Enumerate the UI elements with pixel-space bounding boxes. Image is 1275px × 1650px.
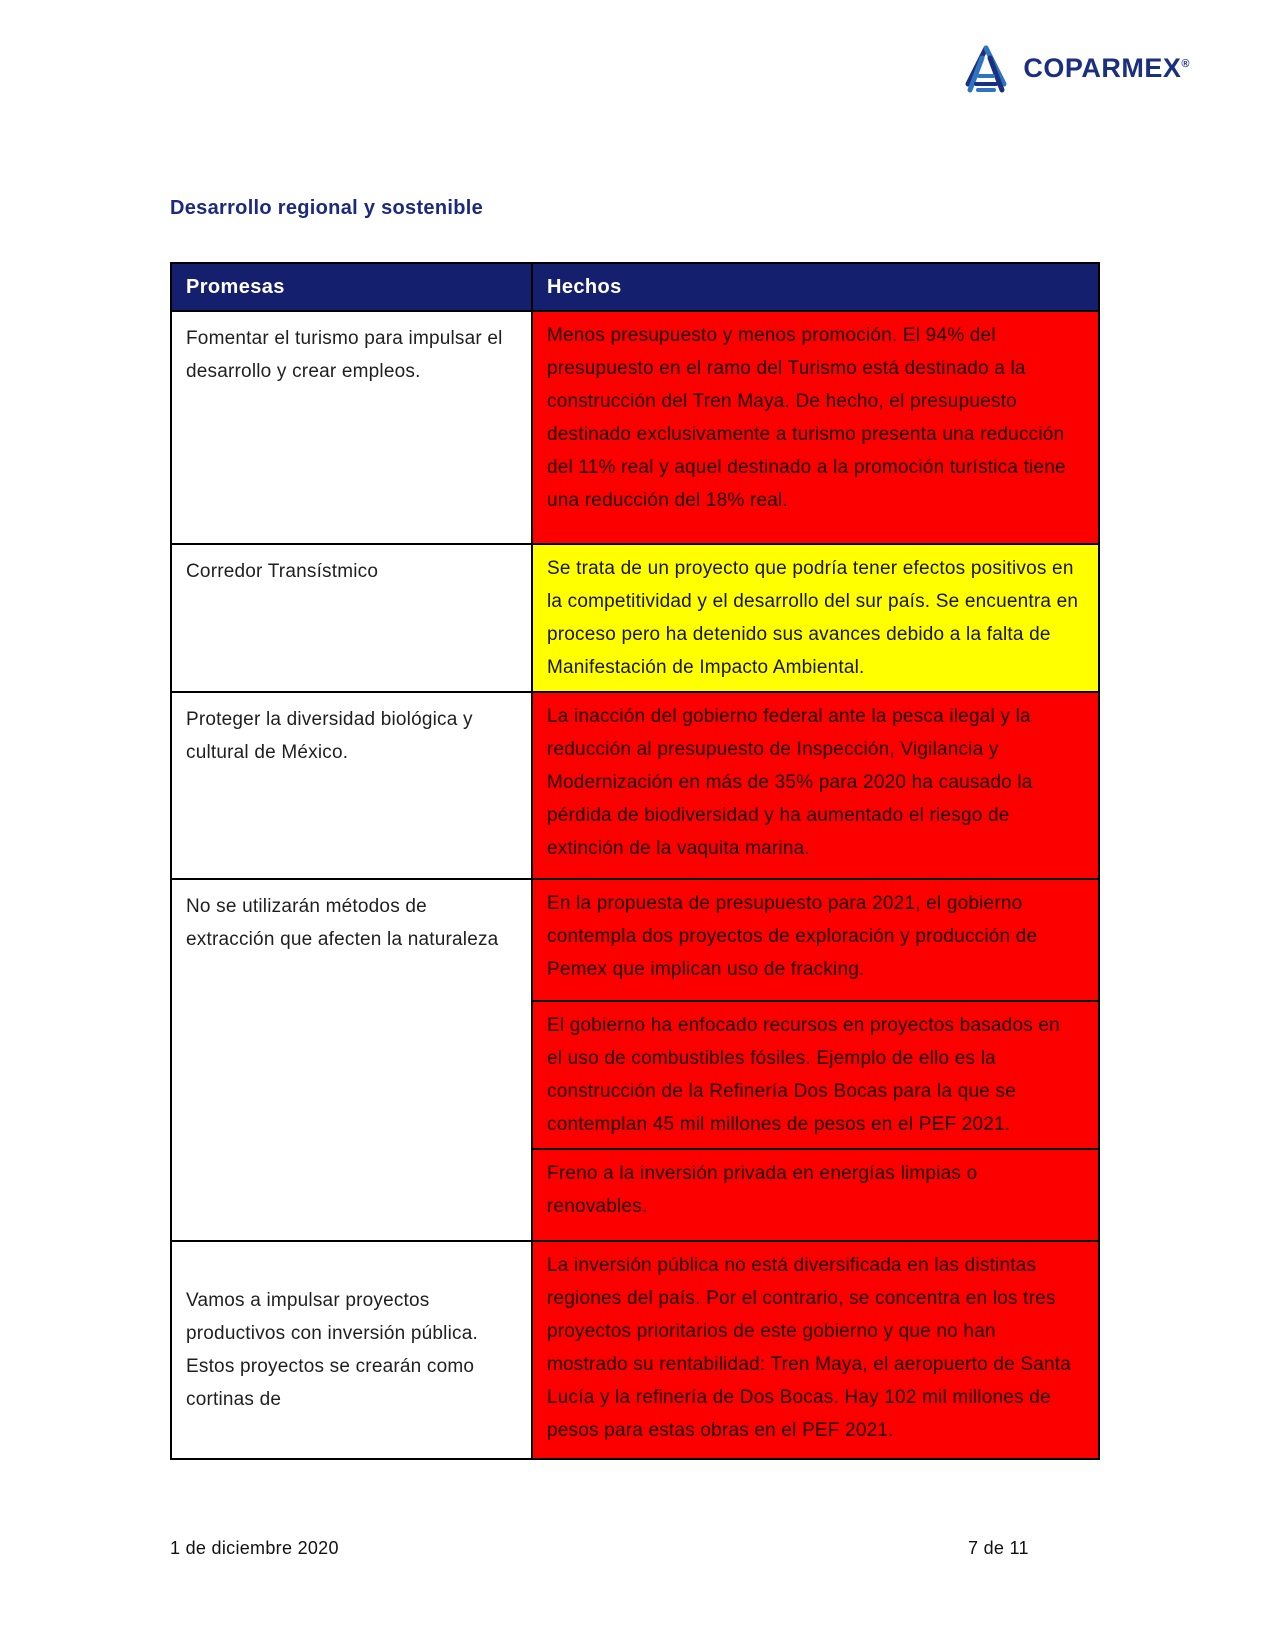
coparmex-triangle-icon: [963, 42, 1009, 94]
column-header-hechos: Hechos: [532, 263, 1099, 311]
fact-cell-fossil-fuels: El gobierno ha enfocado recursos en proyectos basados en el uso de combustibles fósiles. Ejemplo de ello es la construcción de la Refinería Dos Bocas para la que se contemplan 45 mil millones de pesos en el PEF 2021.: [532, 1001, 1099, 1149]
fact-cell-corredor-status: Se trata de un proyecto que podría tener efectos positivos en la competitividad y el desarrollo del sur país. Se encuentra en proceso pero ha detenido sus avances debido a la falta de Manifestación de Impacto Ambiental.: [532, 544, 1099, 692]
fact-cell-clean-energy: Freno a la inversión privada en energías limpias o renovables.: [532, 1149, 1099, 1241]
fact-cell-investment-concentration: La inversión pública no está diversificada en las distintas regiones del país. Por el contrario, se concentra en los tres proyectos prioritarios de este gobierno y que no han mostrado su rentabilidad: Tren Maya, el aeropuerto de Santa Lucía y la refinería de Dos Bocas. Hay 102 mil millones de pesos para estas obras en el PEF 2021.: [532, 1241, 1099, 1459]
fact-cell-fracking: En la propuesta de presupuesto para 2021, el gobierno contempla dos proyectos de exploración y producción de Pemex que implican uso de fracking.: [532, 879, 1099, 1001]
coparmex-wordmark: [1023, 53, 1190, 84]
table-row: [171, 692, 1099, 879]
table-row: [171, 879, 1099, 1001]
promise-cell-tourism: Fomentar el turismo para impulsar el desarrollo y crear empleos.: [171, 311, 532, 544]
promise-cell-extraction: No se utilizarán métodos de extracción que afecten la naturaleza: [171, 879, 532, 1241]
fact-cell-tourism-budget: Menos presupuesto y menos promoción. El 94% del presupuesto en el ramo del Turismo está destinado a la construcción del Tren Maya. De hecho, el presupuesto destinado exclusivamente a turismo presenta una reducción del 11% real y aquel destinado a la promoción turística tiene una reducción del 18% real.: [532, 311, 1099, 544]
brand-name: COPARMEX: [1023, 52, 1182, 83]
table-header-row: [171, 263, 1099, 311]
footer-page-number: 7 de 11: [968, 1538, 1029, 1558]
promise-cell-public-investment: Vamos a impulsar proyectos productivos con inversión pública. Estos proyectos se crearán como cortinas de: [171, 1241, 532, 1459]
promises-facts-table: [170, 262, 1100, 1460]
footer-date: 1 de diciembre 2020: [170, 1538, 339, 1558]
coparmex-logo: [963, 42, 1190, 94]
promise-cell-corredor: Corredor Transístmico: [171, 544, 532, 692]
table-row: [171, 544, 1099, 692]
fact-cell-biodiversity-loss: La inacción del gobierno federal ante la pesca ilegal y la reducción al presupuesto de Inspección, Vigilancia y Modernización en más de 35% para 2020 ha causado la pérdida de biodiversidad y ha aumentado el riesgo de extinción de la vaquita marina.: [532, 692, 1099, 879]
promise-cell-biodiversity: Proteger la diversidad biológica y cultural de México.: [171, 692, 532, 879]
table-row: [171, 311, 1099, 544]
column-header-promesas: Promesas: [171, 263, 532, 311]
section-heading: Desarrollo regional y sostenible: [170, 197, 484, 219]
registered-trademark-symbol: ®: [1181, 57, 1190, 70]
table-row: [171, 1241, 1099, 1459]
